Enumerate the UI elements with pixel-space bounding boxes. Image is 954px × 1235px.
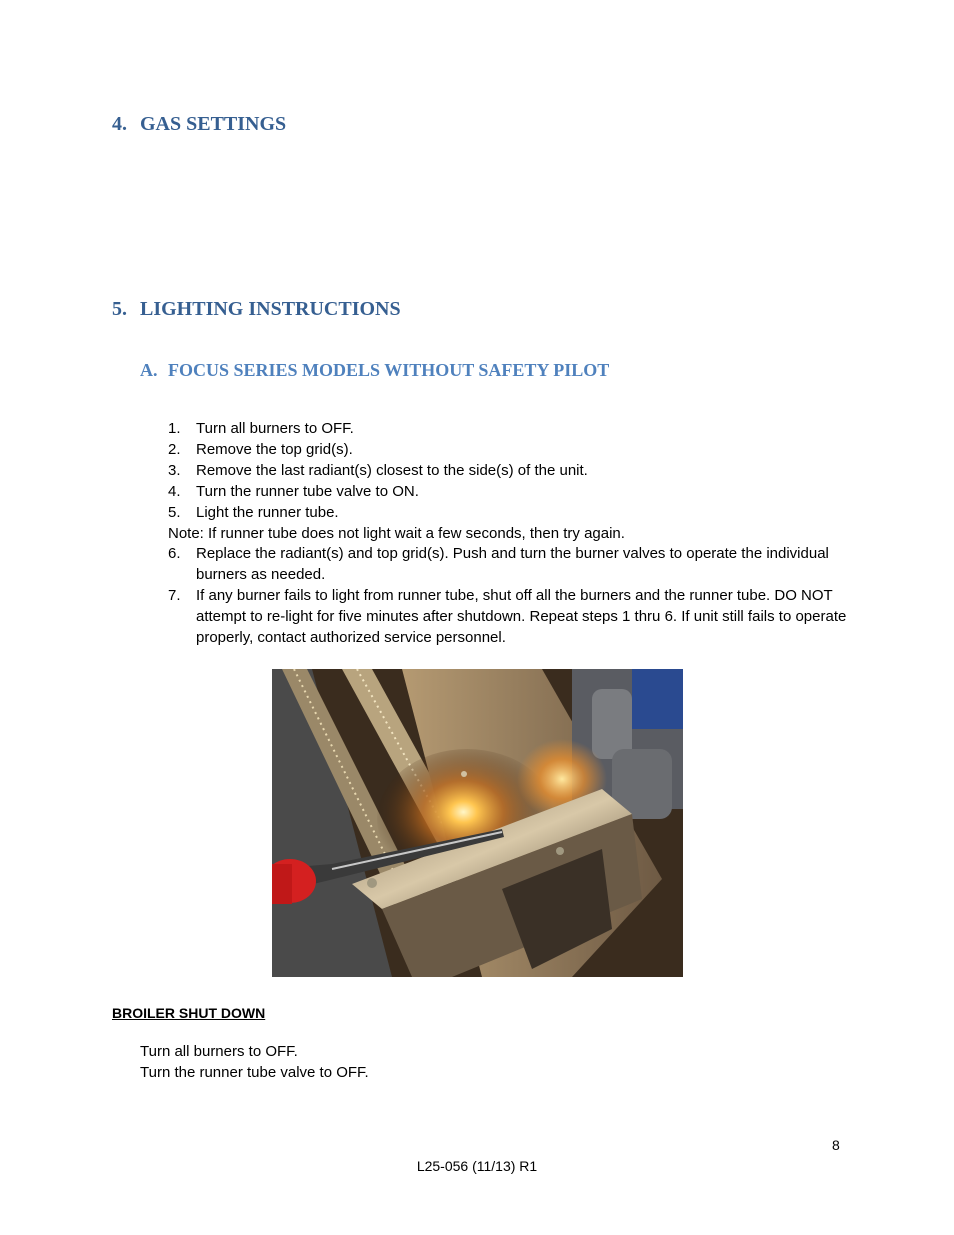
shutdown-line: Turn all burners to OFF. <box>140 1043 298 1060</box>
list-item: 3. Remove the last radiant(s) closest to the side(s) of the unit. <box>168 461 588 479</box>
list-item: 2. Remove the top grid(s). <box>168 440 353 458</box>
list-item: 4. Turn the runner tube valve to ON. <box>168 482 419 500</box>
list-item: 6. Replace the radiant(s) and top grid(s). Push and turn the burner valves to operate the individual burners as needed. <box>168 545 829 584</box>
broiler-shutdown-steps <box>140 1041 369 1083</box>
lighting-steps-list <box>168 419 848 649</box>
subsection-letter: A. <box>140 360 158 380</box>
section-heading-lighting-instructions <box>112 298 401 321</box>
section-number: 5. <box>112 298 127 320</box>
page-number: 8 <box>832 1137 840 1153</box>
document-code: L25-056 (11/13) R1 <box>416 1158 538 1174</box>
broiler-shutdown-heading: BROILER SHUT DOWN <box>112 1005 266 1021</box>
shutdown-line: Turn the runner tube valve to OFF. <box>140 1064 369 1081</box>
list-item: 1. Turn all burners to OFF. <box>168 420 354 437</box>
list-item: 5. Light the runner tube. <box>168 503 339 521</box>
subsection-title: FOCUS SERIES MODELS WITHOUT SAFETY PILOT <box>168 360 610 380</box>
runner-tube-lighting-photo <box>272 669 683 977</box>
section-title: LIGHTING INSTRUCTIONS <box>140 298 401 320</box>
runner-tube-note: Note: If runner tube does not light wait a few seconds, then try again. <box>168 524 625 542</box>
section-heading-gas-settings <box>112 113 286 136</box>
list-item: 7. If any burner fails to light from runner tube, shut off all the burners and the runner tube. DO NOT attempt to re-light for five minutes after shutdown. Repeat steps 1 thru 6. If unit still fails to operate properly, contact authorized service personnel. <box>168 587 847 647</box>
subsection-heading-focus-series <box>140 360 609 381</box>
section-title: GAS SETTINGS <box>140 113 287 135</box>
section-number: 4. <box>112 113 127 135</box>
